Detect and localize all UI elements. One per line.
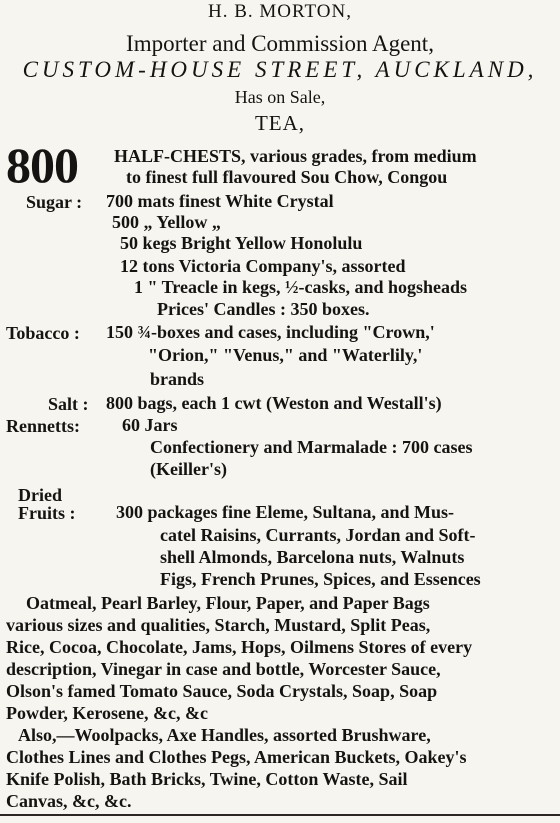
stores-line-1: Oatmeal, Pearl Barley, Flour, Paper, and Paper Bags xyxy=(26,593,430,613)
bottom-rule xyxy=(0,814,560,817)
rennetts-line: 60 Jars xyxy=(122,415,178,435)
agent-name: H. B. MORTON, xyxy=(208,1,352,22)
salt-line: 800 bags, each 1 cwt (Weston and Westall's) xyxy=(106,393,442,413)
tobacco-label: Tobacco : xyxy=(6,323,80,343)
confectionery-line-1: Confectionery and Marmalade : 700 cases xyxy=(150,437,473,457)
dried-fruits-line-3: shell Almonds, Barcelona nuts, Walnuts xyxy=(160,547,465,567)
sugar-item-2: 500 „ Yellow „ xyxy=(112,212,221,232)
dried-fruits-line-2: catel Raisins, Currants, Jordan and Soft- xyxy=(160,525,476,545)
dried-label: Dried xyxy=(18,485,62,505)
stores-line-3: Rice, Cocoa, Chocolate, Jams, Hops, Oilmens Stores of every xyxy=(6,637,473,657)
stores-line-2: various sizes and qualities, Starch, Mustard, Split Peas, xyxy=(6,615,431,635)
tobacco-line-2: "Orion," "Venus," and "Waterlily,' xyxy=(148,345,423,365)
tea-count: 800 xyxy=(6,137,78,193)
sugar-label: Sugar : xyxy=(26,192,83,212)
sugar-item-4: 12 tons Victoria Company's, assorted xyxy=(120,256,406,276)
tea-heading: TEA, xyxy=(254,111,306,135)
stores-line-4: description, Vinegar in case and bottle, Worcester Sauce, xyxy=(6,659,441,679)
sugar-item-5: 1 " Treacle in kegs, ½-casks, and hogsheads xyxy=(134,277,468,297)
tea-line-1: HALF-CHESTS, various grades, from medium xyxy=(114,146,477,166)
also-line-1: Also,—Woolpacks, Axe Handles, assorted Brushware, xyxy=(18,725,431,745)
salt-label: Salt : xyxy=(48,394,89,414)
sugar-item-1: 700 mats finest White Crystal xyxy=(106,191,334,211)
tobacco-line-1: 150 ¾-boxes and cases, including "Crown,' xyxy=(106,322,435,342)
also-line-3: Knife Polish, Bath Bricks, Twine, Cotton Waste, Sail xyxy=(6,769,408,789)
dried-fruits-line-4: Figs, French Prunes, Spices, and Essences xyxy=(160,569,481,589)
rennetts-label: Rennetts: xyxy=(6,416,80,436)
stores-line-5: Olson's famed Tomato Sauce, Soda Crystals, Soap, Soap xyxy=(6,681,438,701)
confectionery-line-2: (Keiller's) xyxy=(150,459,227,479)
also-line-4: Canvas, &c, &c. xyxy=(6,791,132,811)
agent-title: Importer and Commission Agent, xyxy=(126,31,434,56)
stores-line-6: Powder, Kerosene, &c, &c xyxy=(6,703,208,723)
has-on-sale: Has on Sale, xyxy=(234,87,326,107)
also-line-2: Clothes Lines and Clothes Pegs, American Buckets, Oakey's xyxy=(6,747,467,767)
candles-line: Prices' Candles : 350 boxes. xyxy=(157,299,370,319)
sugar-item-3: 50 kegs Bright Yellow Honolulu xyxy=(120,233,363,253)
street-address: CUSTOM-HOUSE STREET, AUCKLAND, xyxy=(22,57,538,82)
dried-fruits-line-1: 300 packages fine Eleme, Sultana, and Mus- xyxy=(116,502,455,522)
fruits-label: Fruits : xyxy=(18,503,76,523)
tobacco-line-3: brands xyxy=(150,369,205,389)
tea-line-2: to finest full flavoured Sou Chow, Congou xyxy=(126,167,448,187)
